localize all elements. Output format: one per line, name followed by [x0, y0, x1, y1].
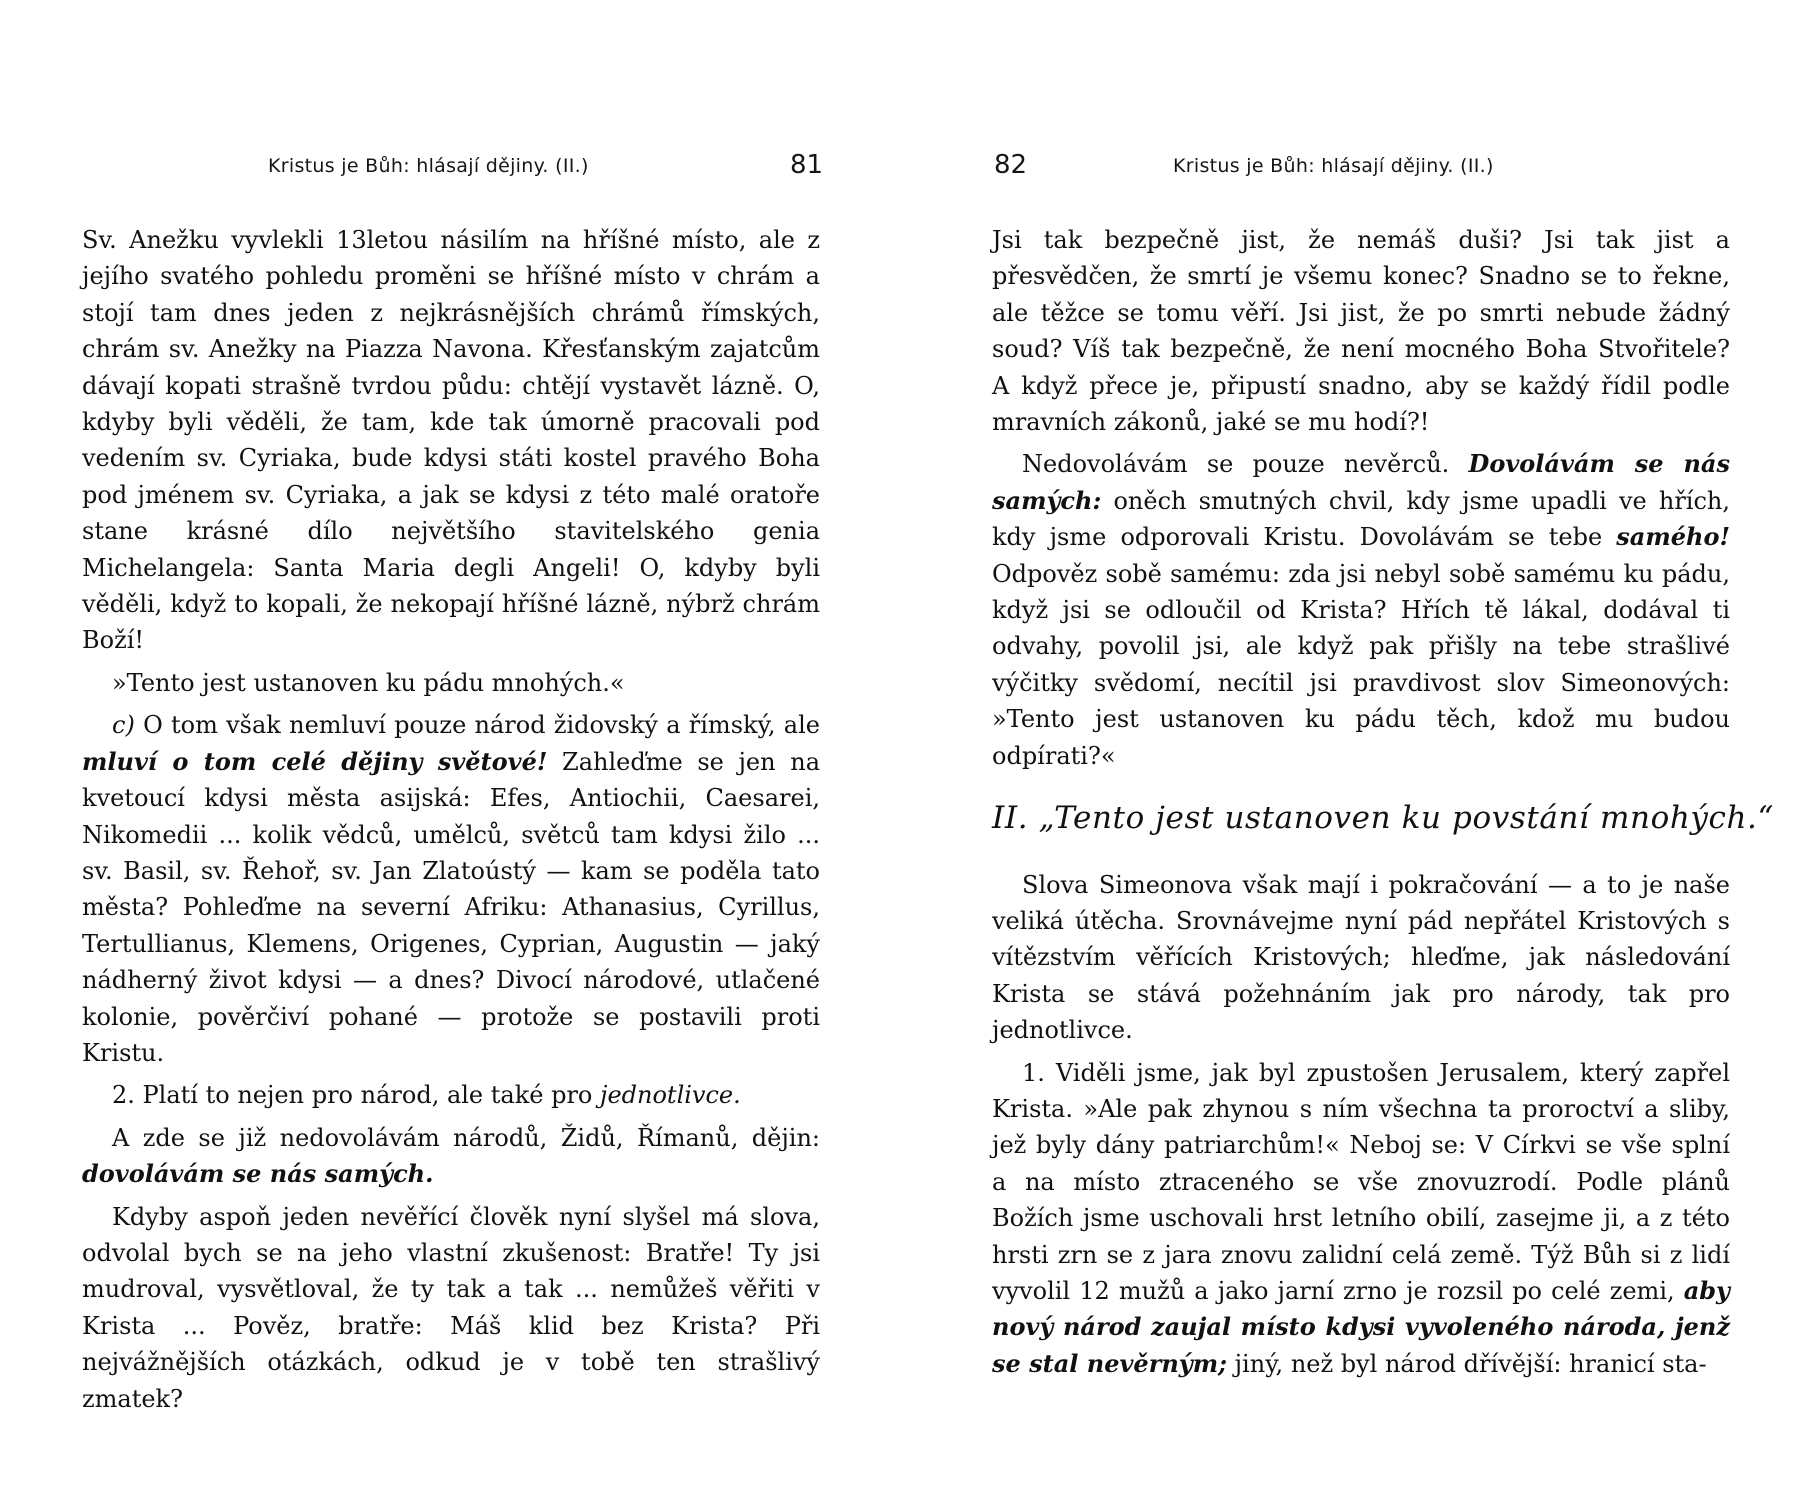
- text-run: 2. Platí to nejen pro národ, ale také pro: [112, 1081, 601, 1110]
- paragraph-group: [992, 222, 1730, 774]
- running-head: Kristus je Bůh: hlásají dějiny. (II.): [268, 155, 589, 177]
- body-text: [82, 222, 820, 1423]
- page-number: 81: [790, 150, 824, 180]
- text-run: Odpověz sobě samému: zda jsi nebyl sobě samému ku pádu, když jsi se odloučil od Krista? Hřích tě lákal, dodával ti odvahy, povolil jsi, ale když pak přišly na tebe strašlivé výčitky svědomí, necítil jsi pravdivost slov Simeonových: »Tento jest ustanoven ku pádu těch, kdož mu budou odpírati?«: [992, 559, 1730, 770]
- emphasis-text: jednotlivce.: [600, 1081, 741, 1110]
- text-run: »Tento jest ustanoven ku pádu mnohých.«: [112, 668, 625, 697]
- running-head: Kristus je Bůh: hlásají dějiny. (II.): [1173, 155, 1494, 177]
- emphasis-text: dovolávám se nás samých.: [82, 1159, 434, 1189]
- paragraph: [82, 707, 820, 1071]
- text-run: Sv. Anežku vyvlekli 13letou násilím na hříšné místo, ale z jejího svatého pohledu proměni se hříšné místo v chrám a stojí tam dnes jeden z nejkrásnějších chrámů římských, chrám sv. Anežky na Piazza Navona. Křesťanským zajatcům dávají kopati strašně tvrdou půdu: chtějí vystavět lázně. O, kdyby byli věděli, že tam, kde tak úmorně pracovali pod vedením sv. Cyriaka, bude kdysi státi kostel pravého Boha pod jménem sv. Cyriaka, a jak se kdysi z této malé oratoře stane krásné dílo největšího stavitelského genia Michelangela: Santa Maria degli Angeli! O, kdyby byli věděli, když to kopali, že nekopají hříšné lázně, nýbrž chrám Boží!: [82, 226, 820, 655]
- paragraph: [992, 446, 1730, 774]
- emphasis-text: aby nový národ zaujal místo kdysi vyvoleného národa, jenž se stal nevěrným;: [992, 1275, 1730, 1378]
- paragraph: [82, 1199, 820, 1417]
- text-run: O tom však nemluví pouze národ židovský a římský, ale: [143, 711, 820, 740]
- text-run: jiný, než byl národ dřívější: hranicí sta-: [1226, 1349, 1707, 1378]
- emphasis-text: Dovolávám se nás samých:: [992, 449, 1730, 515]
- body-text: [992, 222, 1774, 1388]
- paragraph: [992, 222, 1730, 440]
- text-run: Kdyby aspoň jeden nevěřící člověk nyní slyšel má slova, odvolal bych se na jeho vlastní zkušenost: Bratře! Ty jsi mudroval, vysvětloval, že ty tak a tak ... nemůžeš věřiti v Krista ... Pověz, bratře: Máš klid bez Krista? Při nejvážnějších otázkách, odkud je v tobě ten strašlivý zmatek?: [82, 1202, 820, 1413]
- text-run: Nedovolávám se pouze nevěrců.: [1022, 450, 1469, 479]
- paragraph: [992, 867, 1730, 1049]
- text-run: Slova Simeonova však mají i pokračování — a to je naše veliká útěcha. Srovnávejme nyní pád nepřátel Kristových s vítězstvím věřících Kristových; hleďme, jak následování Krista se stává požehnáním jak pro národy, tak pro jednotlivce.: [992, 870, 1730, 1045]
- text-run: Jsi tak bezpečně jist, že nemáš duši? Jsi tak jist a přesvědčen, že smrtí je všemu konec? Snadno se to řekne, ale těžce se tomu věří. Jsi jist, že po smrti nebude žádný soud? Víš tak bezpečně, že není mocného Boha Stvořitele? A když přece je, připustí snadno, aby se každý řídil podle mravních zákonů, jaké se mu hodí?!: [992, 226, 1730, 437]
- emphasis-text: samého!: [1616, 522, 1730, 552]
- text-run: 1. Viděli jsme, jak byl zpustošen Jerusalem, který zapřel Krista. »Ale pak zhynou s ním všechna ta proroctví a sliby, jež byly dány patriarchům!« Neboj se: V Církvi se vše splní a na místo ztraceného se vše znovuzrodí. Podle plánů Božích jsme uschovali hrst letního obilí, zasejme ji, a z této hrsti zrn se z jara znovu zalidní celá země. Týž Bůh si z lidí vyvolil 12 mužů a jako jarní zrno je rozsil po celé zemi,: [992, 1058, 1730, 1305]
- emphasis-text: mluví o tom celé dějiny světové!: [82, 746, 548, 776]
- text-run: A zde se již nedovolávám národů, Židů, Římanů, dějin:: [112, 1123, 820, 1152]
- paragraph-group: [992, 867, 1730, 1383]
- paragraph: [992, 1055, 1730, 1383]
- paragraph: [82, 1120, 820, 1193]
- emphasis-text: c): [112, 711, 144, 740]
- paragraph: [82, 665, 820, 701]
- section-heading: II. „Tento jest ustanoven ku povstání mnohých.“: [992, 800, 1774, 837]
- paragraph: [82, 222, 820, 659]
- page-number: 82: [994, 150, 1028, 180]
- paragraph: [82, 1077, 820, 1113]
- text-run: oněch smutných chvil, kdy jsme upadli ve hřích, kdy jsme odporovali Kristu. Dovolávám se tebe: [992, 486, 1730, 552]
- text-run: Zahleďme se jen na kvetoucí kdysi města asijská: Efes, Antiochii, Caesarei, Nikomedii ... kolik vědců, umělců, světců tam kdysi žilo ... sv. Basil, sv. Řehoř, sv. Jan Zlatoústý — kam se poděla tato města? Pohleďme na severní Afriku: Athanasius, Cyrillus, Tertullianus, Klemens, Origenes, Cyprian, Augustin — jaký nádherný život kdysi — a dnes? Divocí národové, utlačené kolonie, pověrčiví pohané — protože se postavili proti Kristu.: [82, 747, 820, 1067]
